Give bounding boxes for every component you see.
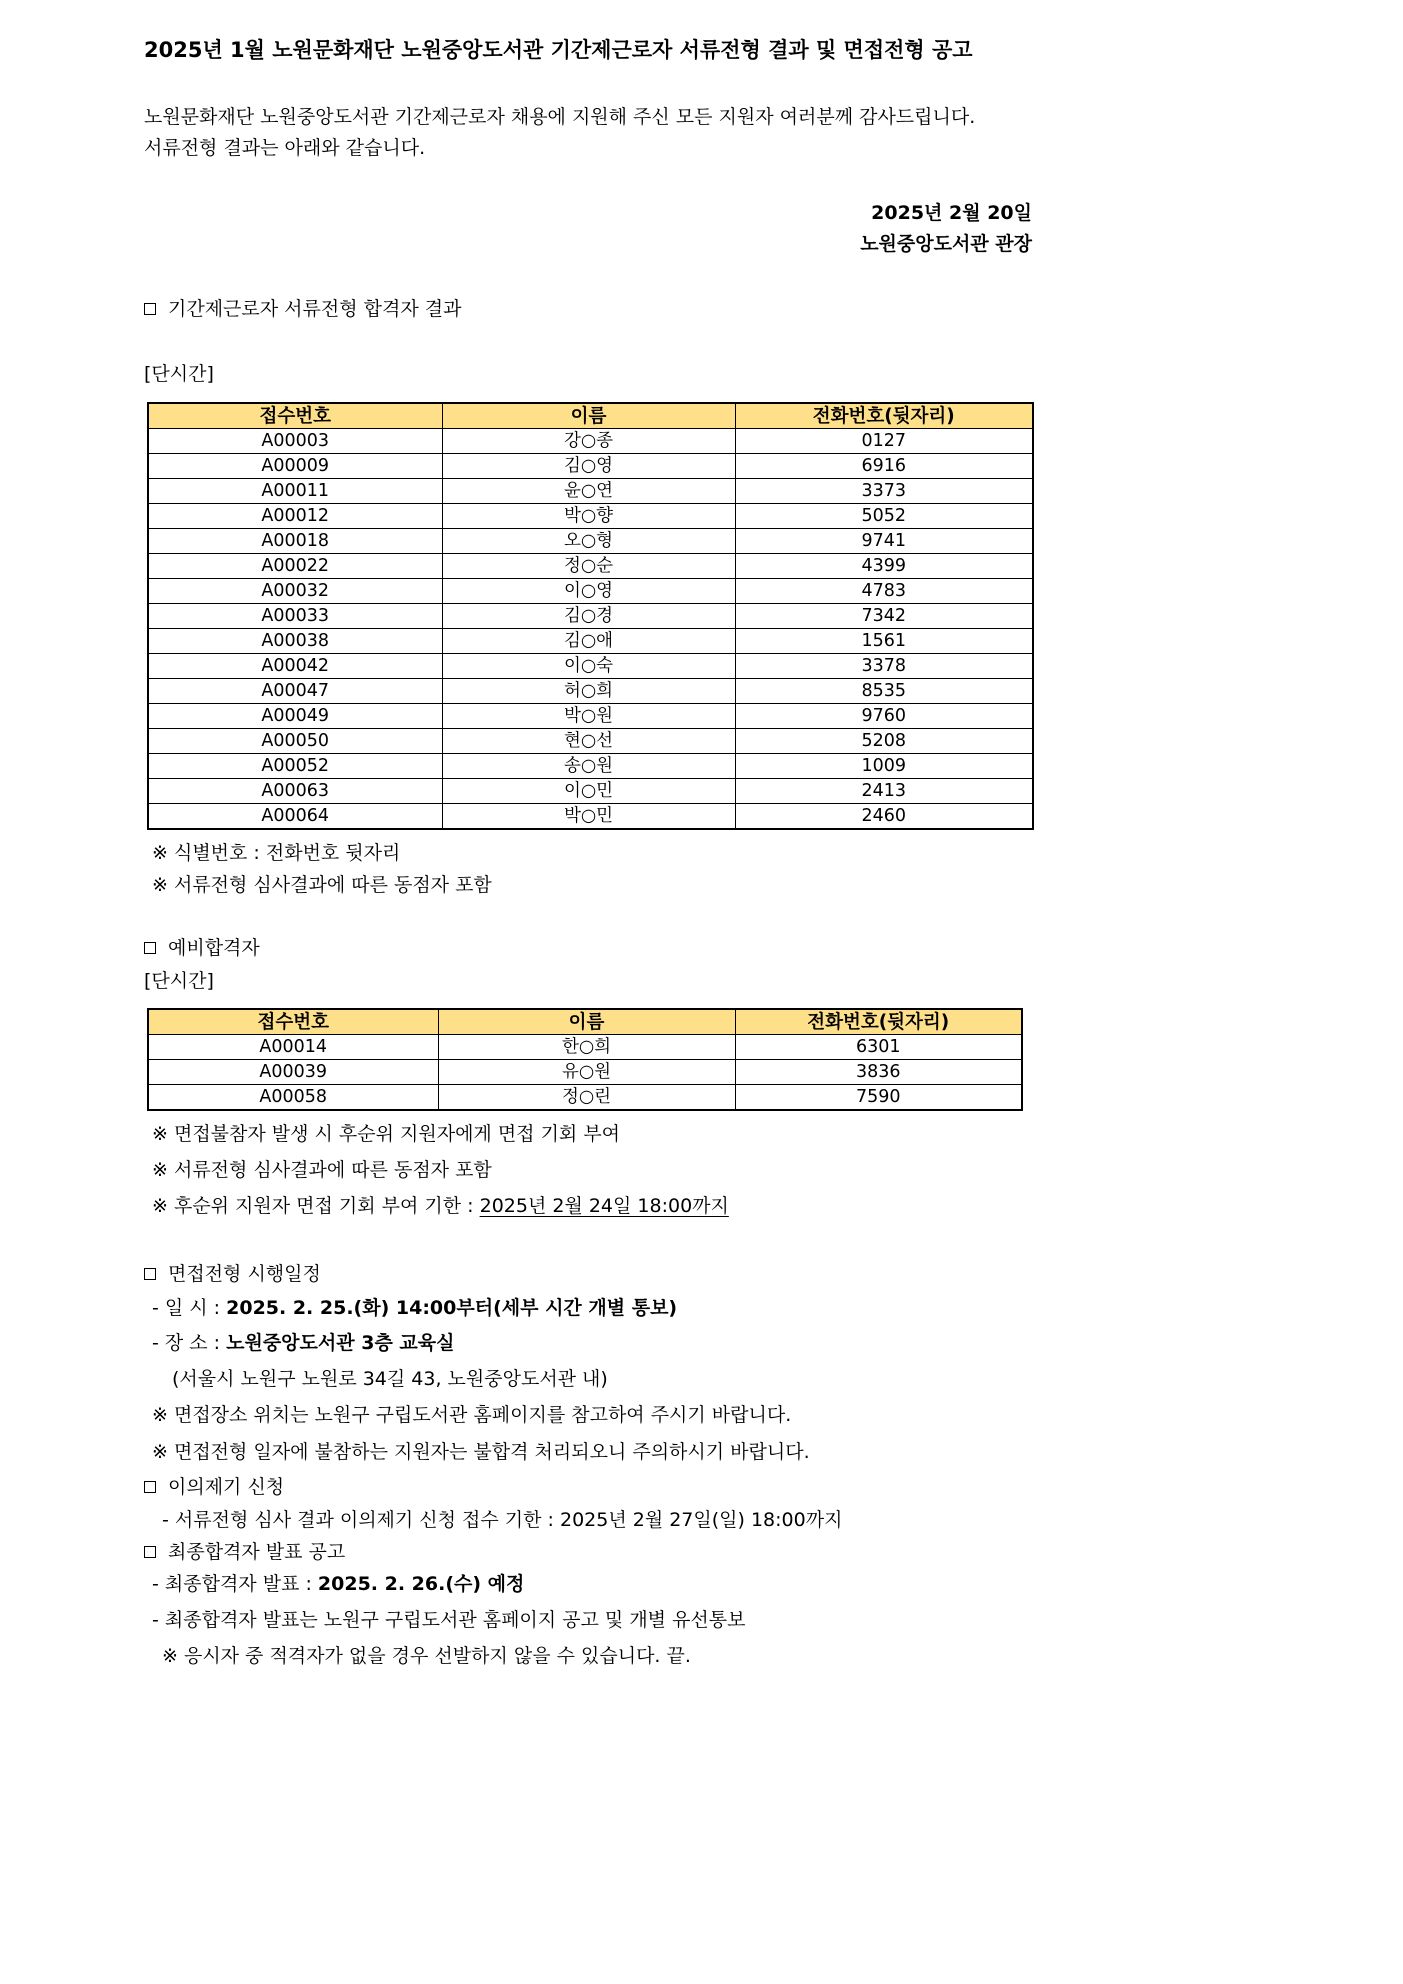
checkbox-square-icon bbox=[144, 1546, 156, 1558]
cell-phone-last-digits: 6301 bbox=[735, 1035, 1022, 1060]
cell-receipt-number: A00063 bbox=[148, 779, 442, 804]
cell-name: 이○숙 bbox=[442, 654, 735, 679]
reserve-applicants-table bbox=[147, 1008, 1023, 1111]
section2-heading: 예비합격자 bbox=[144, 933, 260, 963]
cell-name: 정○순 bbox=[442, 554, 735, 579]
table-row bbox=[148, 779, 1033, 804]
cell-phone-last-digits: 8535 bbox=[735, 679, 1033, 704]
section3-heading: 면접전형 시행일정 bbox=[144, 1259, 321, 1289]
cell-phone-last-digits: 9760 bbox=[735, 704, 1033, 729]
cell-name: 허○희 bbox=[442, 679, 735, 704]
page-title: 2025년 1월 노원문화재단 노원중앙도서관 기간제근로자 서류전형 결과 및 면접전형 공고 bbox=[144, 38, 973, 62]
cell-receipt-number: A00003 bbox=[148, 429, 442, 454]
cell-receipt-number: A00012 bbox=[148, 504, 442, 529]
cell-phone-last-digits: 1561 bbox=[735, 629, 1033, 654]
cell-receipt-number: A00014 bbox=[148, 1035, 438, 1060]
header-receipt-number: 접수번호 bbox=[148, 1009, 438, 1035]
section5-heading: 최종합격자 발표 공고 bbox=[144, 1537, 345, 1567]
cell-receipt-number: A00064 bbox=[148, 804, 442, 830]
cell-phone-last-digits: 5208 bbox=[735, 729, 1033, 754]
table-row bbox=[148, 729, 1033, 754]
cell-phone-last-digits: 4783 bbox=[735, 579, 1033, 604]
cell-name: 유○원 bbox=[438, 1060, 735, 1085]
cell-receipt-number: A00042 bbox=[148, 654, 442, 679]
cell-name: 김○영 bbox=[442, 454, 735, 479]
notice-signer: 노원중앙도서관 관장 bbox=[860, 233, 1032, 255]
table-row bbox=[148, 479, 1033, 504]
cell-name: 강○종 bbox=[442, 429, 735, 454]
cell-receipt-number: A00038 bbox=[148, 629, 442, 654]
cell-name: 이○민 bbox=[442, 779, 735, 804]
intro-line-1: 노원문화재단 노원중앙도서관 기간제근로자 채용에 지원해 주신 모든 지원자 여러분께 감사드립니다. bbox=[144, 106, 976, 128]
table-header-row bbox=[148, 1009, 1022, 1035]
cell-phone-last-digits: 6916 bbox=[735, 454, 1033, 479]
cell-phone-last-digits: 4399 bbox=[735, 554, 1033, 579]
section4-heading: 이의제기 신청 bbox=[144, 1472, 284, 1502]
checkbox-square-icon bbox=[144, 1268, 156, 1280]
header-phone-last-digits: 전화번호(뒷자리) bbox=[735, 403, 1033, 429]
section3-note-1: ※ 면접장소 위치는 노원구 구립도서관 홈페이지를 참고하여 주시기 바랍니다. bbox=[152, 1404, 792, 1426]
section2-subheading: [단시간] bbox=[144, 970, 214, 992]
cell-phone-last-digits: 7590 bbox=[735, 1085, 1022, 1111]
checkbox-square-icon bbox=[144, 1481, 156, 1493]
interview-address: (서울시 노원구 노원로 34길 43, 노원중앙도서관 내) bbox=[172, 1368, 608, 1390]
table-row bbox=[148, 454, 1033, 479]
table-row bbox=[148, 429, 1033, 454]
cell-name: 윤○연 bbox=[442, 479, 735, 504]
section1-heading: 기간제근로자 서류전형 합격자 결과 bbox=[144, 294, 461, 324]
table-row bbox=[148, 1060, 1022, 1085]
cell-receipt-number: A00033 bbox=[148, 604, 442, 629]
cell-name: 김○애 bbox=[442, 629, 735, 654]
cell-name: 한○희 bbox=[438, 1035, 735, 1060]
table-row bbox=[148, 679, 1033, 704]
cell-receipt-number: A00011 bbox=[148, 479, 442, 504]
section2-note-2: ※ 서류전형 심사결과에 따른 동점자 포함 bbox=[152, 1159, 492, 1181]
table-row bbox=[148, 704, 1033, 729]
header-receipt-number: 접수번호 bbox=[148, 403, 442, 429]
interview-date: - 일 시 : 2025. 2. 25.(화) 14:00부터(세부 시간 개별 통보) bbox=[152, 1297, 678, 1319]
cell-receipt-number: A00022 bbox=[148, 554, 442, 579]
section1-subheading: [단시간] bbox=[144, 363, 214, 385]
header-phone-last-digits: 전화번호(뒷자리) bbox=[735, 1009, 1022, 1035]
cell-name: 김○경 bbox=[442, 604, 735, 629]
section1-note-1: ※ 식별번호 : 전화번호 뒷자리 bbox=[152, 842, 401, 864]
final-note: ※ 응시자 중 적격자가 없을 경우 선발하지 않을 수 있습니다. 끝. bbox=[162, 1645, 691, 1667]
table-row bbox=[148, 654, 1033, 679]
table-row bbox=[148, 629, 1033, 654]
table-header-row bbox=[148, 403, 1033, 429]
cell-receipt-number: A00052 bbox=[148, 754, 442, 779]
cell-receipt-number: A00032 bbox=[148, 579, 442, 604]
final-method: - 최종합격자 발표는 노원구 구립도서관 홈페이지 공고 및 개별 유선통보 bbox=[152, 1609, 746, 1631]
cell-name: 정○린 bbox=[438, 1085, 735, 1111]
table-row bbox=[148, 504, 1033, 529]
section2-deadline: ※ 후순위 지원자 면접 기회 부여 기한 : 2025년 2월 24일 18:00까지 bbox=[152, 1195, 729, 1217]
cell-phone-last-digits: 3378 bbox=[735, 654, 1033, 679]
cell-phone-last-digits: 3836 bbox=[735, 1060, 1022, 1085]
cell-phone-last-digits: 2460 bbox=[735, 804, 1033, 830]
table-row bbox=[148, 804, 1033, 830]
cell-phone-last-digits: 0127 bbox=[735, 429, 1033, 454]
interview-place: - 장 소 : 노원중앙도서관 3층 교육실 bbox=[152, 1332, 455, 1354]
intro-line-2: 서류전형 결과는 아래와 같습니다. bbox=[144, 137, 426, 159]
cell-receipt-number: A00049 bbox=[148, 704, 442, 729]
checkbox-square-icon bbox=[144, 942, 156, 954]
cell-name: 오○형 bbox=[442, 529, 735, 554]
cell-phone-last-digits: 3373 bbox=[735, 479, 1033, 504]
cell-name: 현○선 bbox=[442, 729, 735, 754]
cell-name: 박○향 bbox=[442, 504, 735, 529]
table-row bbox=[148, 1085, 1022, 1111]
table-row bbox=[148, 604, 1033, 629]
cell-phone-last-digits: 1009 bbox=[735, 754, 1033, 779]
table-row bbox=[148, 529, 1033, 554]
deadline-value: 2025년 2월 24일 18:00까지 bbox=[479, 1195, 729, 1217]
passed-applicants-table bbox=[147, 402, 1034, 830]
cell-phone-last-digits: 7342 bbox=[735, 604, 1033, 629]
notice-date: 2025년 2월 20일 bbox=[871, 202, 1032, 224]
cell-name: 박○원 bbox=[442, 704, 735, 729]
header-name: 이름 bbox=[438, 1009, 735, 1035]
table-row bbox=[148, 554, 1033, 579]
cell-receipt-number: A00009 bbox=[148, 454, 442, 479]
cell-receipt-number: A00047 bbox=[148, 679, 442, 704]
checkbox-square-icon bbox=[144, 303, 156, 315]
cell-receipt-number: A00018 bbox=[148, 529, 442, 554]
section2-note-1: ※ 면접불참자 발생 시 후순위 지원자에게 면접 기회 부여 bbox=[152, 1123, 621, 1145]
final-announcement: - 최종합격자 발표 : 2025. 2. 26.(수) 예정 bbox=[152, 1573, 525, 1595]
cell-receipt-number: A00058 bbox=[148, 1085, 438, 1111]
cell-receipt-number: A00039 bbox=[148, 1060, 438, 1085]
objection-deadline: - 서류전형 심사 결과 이의제기 신청 접수 기한 : 2025년 2월 27일(일) 18:00까지 bbox=[162, 1509, 843, 1531]
table-row bbox=[148, 579, 1033, 604]
cell-name: 박○민 bbox=[442, 804, 735, 830]
cell-name: 송○원 bbox=[442, 754, 735, 779]
section1-note-2: ※ 서류전형 심사결과에 따른 동점자 포함 bbox=[152, 874, 492, 896]
cell-name: 이○영 bbox=[442, 579, 735, 604]
cell-phone-last-digits: 9741 bbox=[735, 529, 1033, 554]
section3-note-2: ※ 면접전형 일자에 불참하는 지원자는 불합격 처리되오니 주의하시기 바랍니다. bbox=[152, 1441, 810, 1463]
table-row bbox=[148, 1035, 1022, 1060]
cell-phone-last-digits: 5052 bbox=[735, 504, 1033, 529]
header-name: 이름 bbox=[442, 403, 735, 429]
cell-receipt-number: A00050 bbox=[148, 729, 442, 754]
cell-phone-last-digits: 2413 bbox=[735, 779, 1033, 804]
table-row bbox=[148, 754, 1033, 779]
